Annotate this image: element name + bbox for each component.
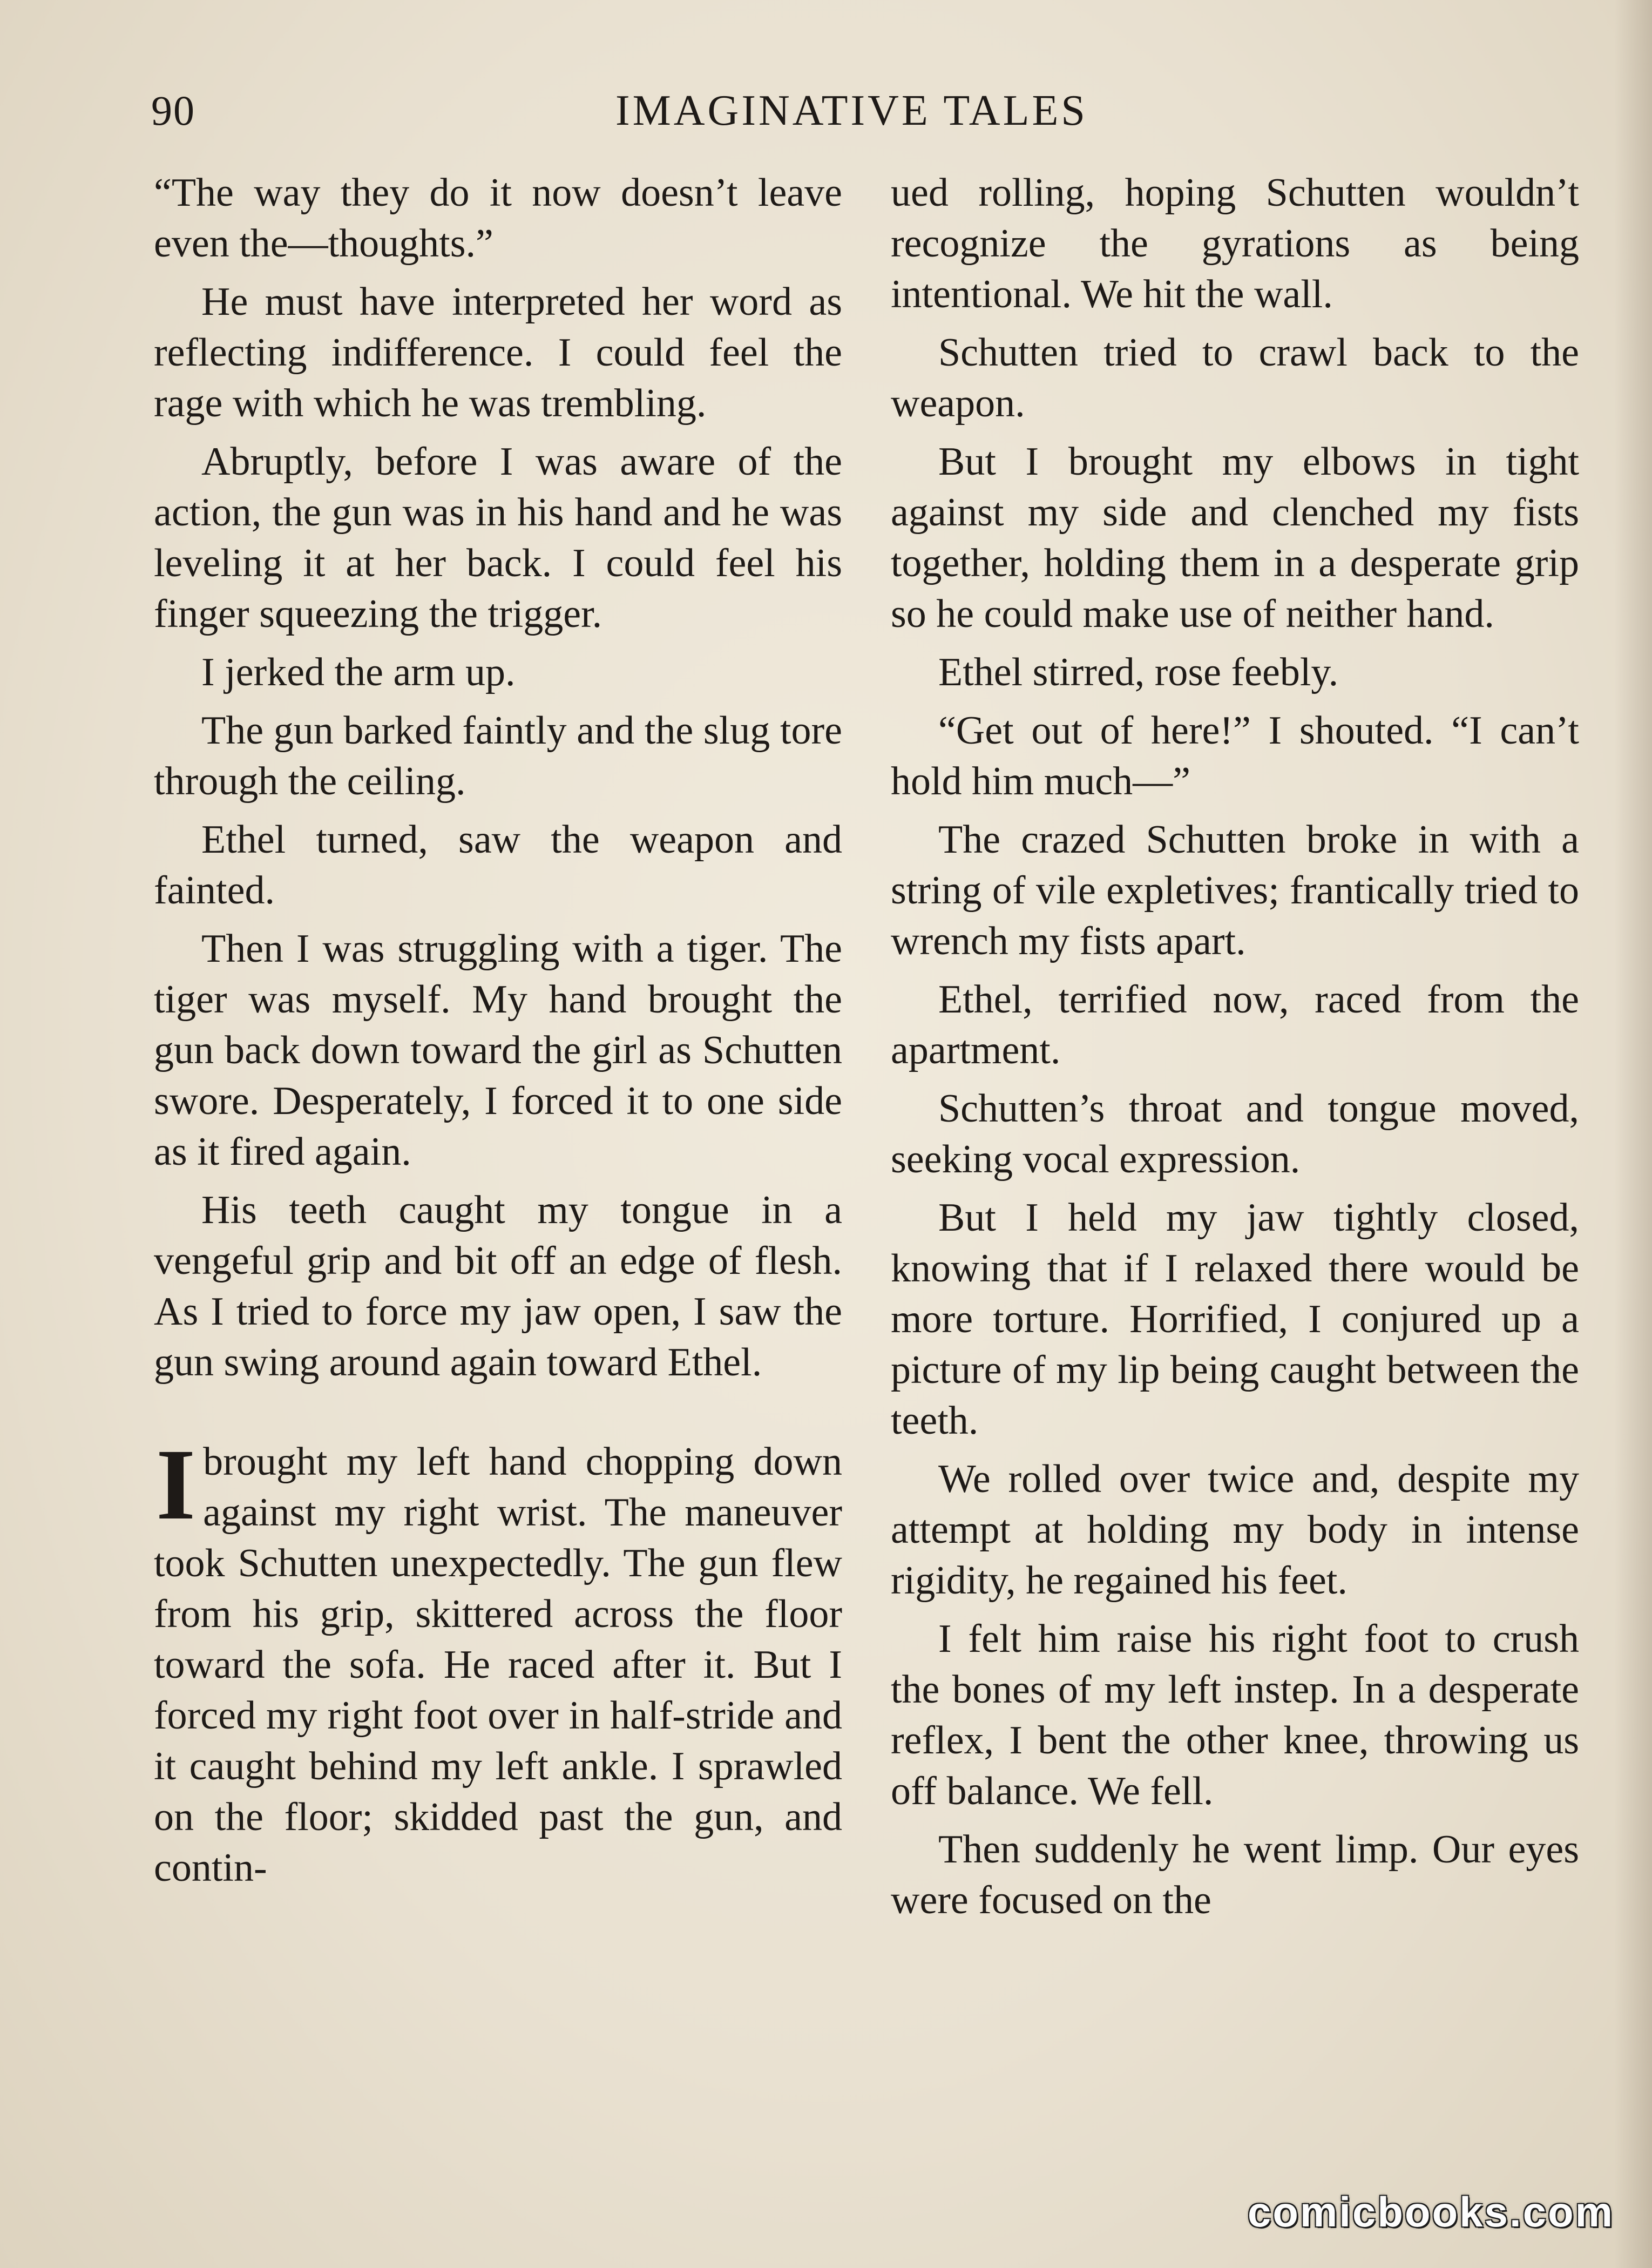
- page-number: 90: [151, 87, 195, 134]
- paragraph: Abruptly, before I was aware of the action, the gun was in his hand and he was leveling it at her back. I could feel his finger squeezing the trigger.: [154, 440, 842, 636]
- paragraph: Then I was struggling with a tiger. The tiger was myself. My hand brought the gun back down toward the girl as Schutten swore. Desperately, I forced it to one side as it fired again.: [154, 927, 842, 1174]
- paragraph: The gun barked faintly and the slug tore through the ceiling.: [154, 708, 842, 804]
- paragraph: Schutten’s throat and tongue moved, seeking vocal expression.: [891, 1086, 1579, 1182]
- dropcap-letter: I: [156, 1428, 196, 1541]
- paragraph: But I held my jaw tightly closed, knowing that if I relaxed there would be more torture. Horrified, I conjured up a picture of my lip being caught between the teeth.: [891, 1196, 1579, 1443]
- paragraph: Then suddenly he went limp. Our eyes were focused on the: [891, 1827, 1579, 1922]
- dropcap-paragraph-text: brought my left hand chopping down against my right wrist. The maneuver took Schutten unexpectedly. The gun flew from his grip, skittered across the floor toward the sofa. He raced after it. But I forced my right foot over in half-stride and it caught behind my left ankle. I sprawled on the floor; skidded past the gun, and contin-: [154, 1440, 842, 1890]
- dropcap-paragraph: [154, 1428, 842, 1893]
- running-header: [151, 81, 1576, 140]
- paragraph: But I brought my elbows in tight against my side and clenched my fists together, holding them in a desperate grip so he could make use of neither hand.: [891, 440, 1579, 636]
- paragraph: “Get out of here!” I shouted. “I can’t hold him much—”: [891, 708, 1579, 804]
- paragraph: I felt him raise his right foot to crush the bones of my left instep. In a desperate reflex, I bent the other knee, throwing us off balance. We fell.: [891, 1617, 1579, 1813]
- right-text-column: [891, 167, 1579, 1933]
- paragraph: We rolled over twice and, despite my attempt at holding my body in intense rigidity, he regained his feet.: [891, 1457, 1579, 1603]
- paragraph: The crazed Schutten broke in with a string of vile expletives; frantically tried to wrench my fists apart.: [891, 818, 1579, 963]
- paragraph: “The way they do it now doesn’t leave even the—thoughts.”: [154, 171, 842, 266]
- paragraph: Schutten tried to crawl back to the weapon.: [891, 330, 1579, 426]
- paragraph: He must have interpreted her word as reflecting indifference. I could feel the rage with which he was trembling.: [154, 280, 842, 426]
- watermark: comicbooks.com: [1247, 2188, 1614, 2236]
- paragraph: ued rolling, hoping Schutten wouldn’t recognize the gyrations as being intentional. We hit the wall.: [891, 171, 1579, 316]
- left-text-column: [154, 167, 842, 1901]
- paragraph: Ethel stirred, rose feebly.: [938, 650, 1339, 694]
- paragraph: His teeth caught my tongue in a vengeful grip and bit off an edge of flesh. As I tried to force my jaw open, I saw the gun swing around again toward Ethel.: [154, 1188, 842, 1385]
- paragraph: Ethel turned, saw the weapon and fainted.: [154, 818, 842, 913]
- page-edge-shadow: [1614, 0, 1652, 2268]
- paragraph: Ethel, terrified now, raced from the apartment.: [891, 977, 1579, 1072]
- journal-title: IMAGINATIVE TALES: [615, 87, 1088, 134]
- paragraph: I jerked the arm up.: [201, 650, 516, 694]
